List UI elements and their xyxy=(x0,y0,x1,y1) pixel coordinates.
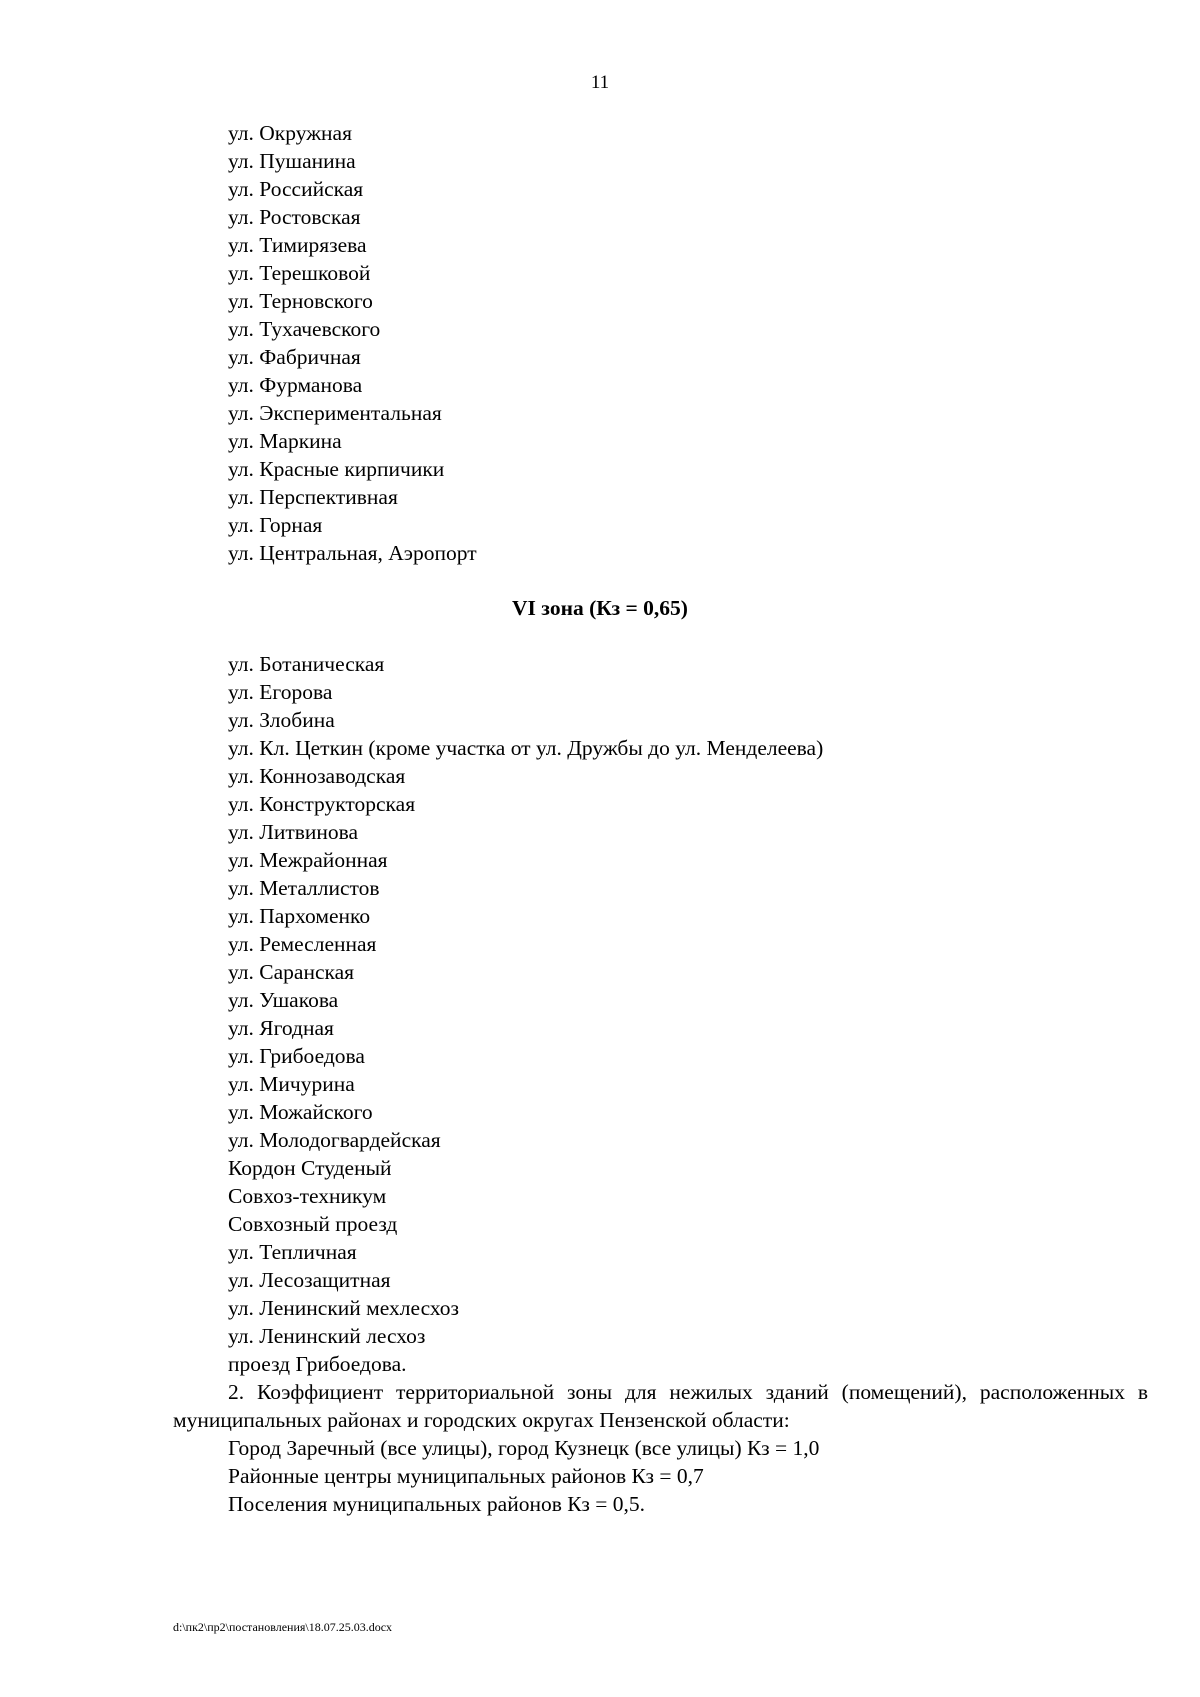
list-item: ул. Литвинова xyxy=(228,820,359,844)
list-item: ул. Саранская xyxy=(228,960,355,984)
list-item: ул. Тухачевского xyxy=(228,317,381,341)
list-item: ул. Ботаническая xyxy=(228,652,385,676)
list-item: ул. Межрайонная xyxy=(228,848,388,872)
list-item: Кордон Студеный xyxy=(228,1156,392,1180)
list-item: ул. Перспективная xyxy=(228,485,398,509)
list-item: ул. Пархоменко xyxy=(228,904,371,928)
paragraph-2: 2. Коэффициент территориальной зоны для нежилых зданий (помещений), расположенных в муниципальных районах и городских округах Пензенской области: xyxy=(173,1380,1148,1432)
zone-heading: VI зона (Кз = 0,65) xyxy=(512,596,688,620)
list-item: ул. Фурманова xyxy=(228,373,363,397)
list-item: ул. Кл. Цеткин (кроме участка от ул. Дружбы до ул. Менделеева) xyxy=(228,736,824,760)
list-item: ул. Ленинский мехлесхоз xyxy=(228,1296,460,1320)
list-item: ул. Маркина xyxy=(228,429,342,453)
street-list-continued xyxy=(228,119,477,567)
list-item: ул. Пушанина xyxy=(228,149,356,173)
list-item: ул. Тепличная xyxy=(228,1240,357,1264)
list-item: ул. Терновского xyxy=(228,289,373,313)
list-item: ул. Окружная xyxy=(228,121,352,145)
street-list-zone-6 xyxy=(228,650,823,1378)
list-item: Совхоз-техникум xyxy=(228,1184,387,1208)
list-item: ул. Ремесленная xyxy=(228,932,377,956)
list-item: ул. Терешковой xyxy=(228,261,371,285)
footer-file-path: d:\пк2\пр2\постановления\18.07.25.03.docx xyxy=(173,1620,393,1634)
list-item: ул. Ростовская xyxy=(228,205,361,229)
list-item: ул. Ягодная xyxy=(228,1016,334,1040)
list-item: ул. Экспериментальная xyxy=(228,401,442,425)
list-item: ул. Мичурина xyxy=(228,1072,355,1096)
list-item: ул. Конструкторская xyxy=(228,792,416,816)
list-item: ул. Фабричная xyxy=(228,345,361,369)
list-item: ул. Металлистов xyxy=(228,876,380,900)
list-item: ул. Красные кирпичики xyxy=(228,457,445,481)
list-item: ул. Молодогвардейская xyxy=(228,1128,441,1152)
page-number: 11 xyxy=(590,72,610,93)
list-item: ул. Коннозаводская xyxy=(228,764,406,788)
list-item: ул. Горная xyxy=(228,513,323,537)
list-item: Совхозный проезд xyxy=(228,1212,398,1236)
list-item: ул. Ленинский лесхоз xyxy=(228,1324,426,1348)
list-item: ул. Ушакова xyxy=(228,988,339,1012)
list-item: ул. Лесозащитная xyxy=(228,1268,391,1292)
list-item: ул. Злобина xyxy=(228,708,335,732)
list-item: ул. Можайского xyxy=(228,1100,373,1124)
list-item: ул. Грибоедова xyxy=(228,1044,365,1068)
list-item: ул. Центральная, Аэропорт xyxy=(228,541,477,565)
coefficient-line-district-centers: Районные центры муниципальных районов Кз = 0,7 xyxy=(228,1464,704,1488)
list-item: проезд Грибоедова. xyxy=(228,1352,407,1376)
list-item: ул. Российская xyxy=(228,177,364,201)
list-item: ул. Егорова xyxy=(228,680,333,704)
coefficient-line-zarechny-kuznetsk: Город Заречный (все улицы), город Кузнецк (все улицы) Кз = 1,0 xyxy=(228,1436,820,1460)
list-item: ул. Тимирязева xyxy=(228,233,367,257)
coefficient-line-settlements: Поселения муниципальных районов Кз = 0,5. xyxy=(228,1492,645,1516)
